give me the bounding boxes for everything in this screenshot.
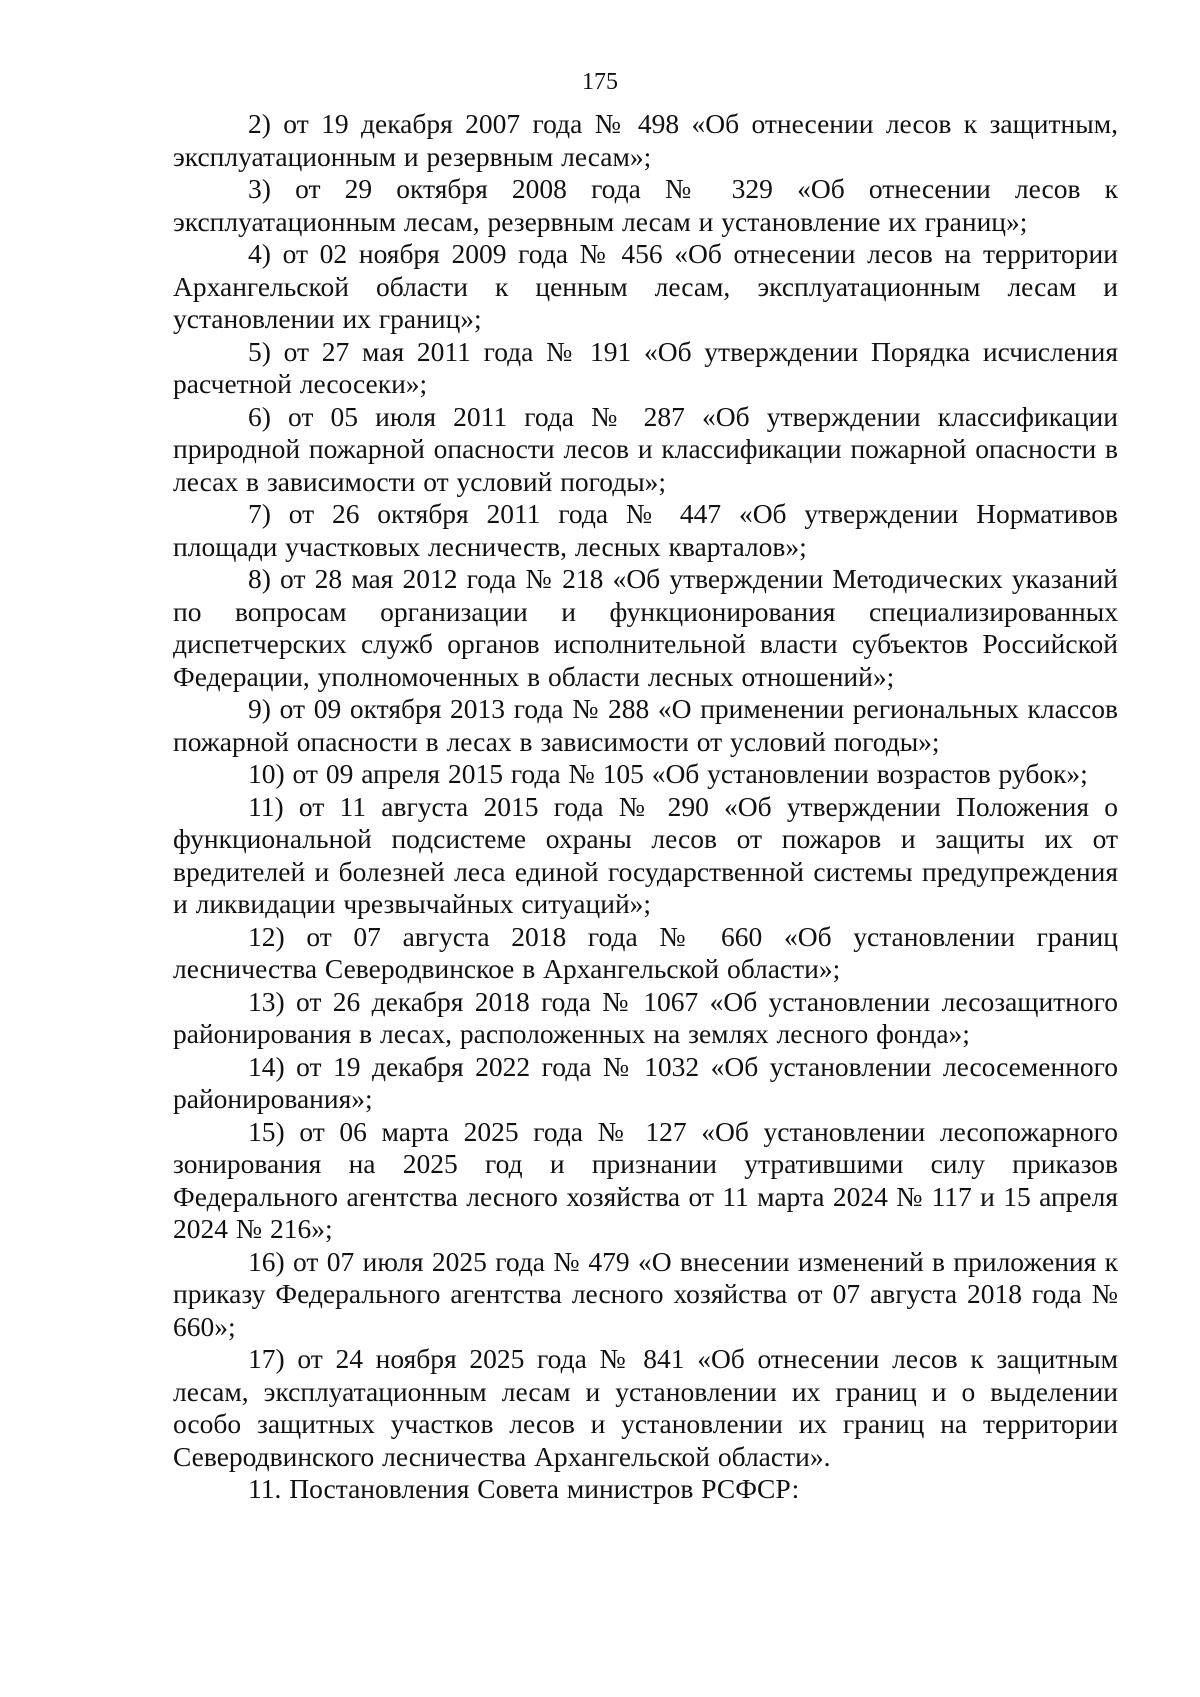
document-body (173, 108, 1118, 1506)
list-item: 10) от 09 апреля 2015 года № 105 «Об установлении возрастов рубок»; (248, 758, 1088, 789)
list-item: 16) от 07 июля 2025 года № 479 «О внесении изменений в приложения к приказу Федерального агентства лесного хозяйства от 07 августа 2018 года № 660»; (173, 1245, 1118, 1342)
list-item: 12) от 07 августа 2018 года № 660 «Об установлении границ лесничества Северодвинское в Архангельской области»; (173, 920, 1118, 984)
list-item: 11) от 11 августа 2015 года № 290 «Об утверждении Положения о функциональной подсистеме охраны лесов от пожаров и защиты их от вредителей и болезней леса единой государственной системы предупреждения и ликвидации чрезвычайных ситуаций»; (173, 790, 1118, 919)
list-item: 14) от 19 декабря 2022 года № 1032 «Об установлении лесосеменного районирования»; (173, 1050, 1118, 1114)
list-item: 9) от 09 октября 2013 года № 288 «О применении региональных классов пожарной опасности в лесах в зависимости от условий погоды»; (173, 693, 1118, 757)
list-item: 2) от 19 декабря 2007 года № 498 «Об отнесении лесов к защитным, эксплуатационным и резервным лесам»; (173, 108, 1118, 172)
list-item: 3) от 29 октября 2008 года № 329 «Об отнесении лесов к эксплуатационным лесам, резервным лесам и установление их границ»; (173, 173, 1118, 237)
list-item: 7) от 26 октября 2011 года № 447 «Об утверждении Нормативов площади участковых лесничеств, лесных кварталов»; (173, 498, 1118, 562)
list-item: 6) от 05 июля 2011 года № 287 «Об утверждении классификации природной пожарной опасности лесов и классификации пожарной опасности в лесах в зависимости от условий погоды»; (173, 400, 1118, 497)
list-item: 8) от 28 мая 2012 года № 218 «Об утверждении Методических указаний по вопросам организации и функционирования специализированных диспетчерских служб органов исполнительной власти субъектов Российской Федерации, уполномоченных в области лесных отношений»; (173, 563, 1118, 692)
list-item: 5) от 27 мая 2011 года № 191 «Об утверждении Порядка исчисления расчетной лесосеки»; (173, 335, 1118, 399)
list-item: 15) от 06 марта 2025 года № 127 «Об установлении лесопожарного зонирования на 2025 год и признании утратившими силу приказов Федерального агентства лесного хозяйства от 11 марта 2024 № 117 и 15 апреля 2024 № 216»; (173, 1115, 1118, 1244)
list-item: 13) от 26 декабря 2018 года № 1067 «Об установлении лесозащитного районирования в лесах, расположенных на землях лесного фонда»; (173, 985, 1118, 1049)
list-item: 4) от 02 ноября 2009 года № 456 «Об отнесении лесов на территории Архангельской области к ценным лесам, эксплуатационным лесам и установлении их границ»; (173, 238, 1118, 334)
list-item: 17) от 24 ноября 2025 года № 841 «Об отнесении лесов к защитным лесам, эксплуатационным лесам и установлении их границ и о выделении особо защитных участков лесов и установлении их границ на территории Северодвинского лесничества Архангельской области». (173, 1343, 1118, 1472)
page-number: 175 (582, 69, 618, 95)
section-heading: 11. Постановления Совета министров РСФСР: (248, 1473, 800, 1504)
